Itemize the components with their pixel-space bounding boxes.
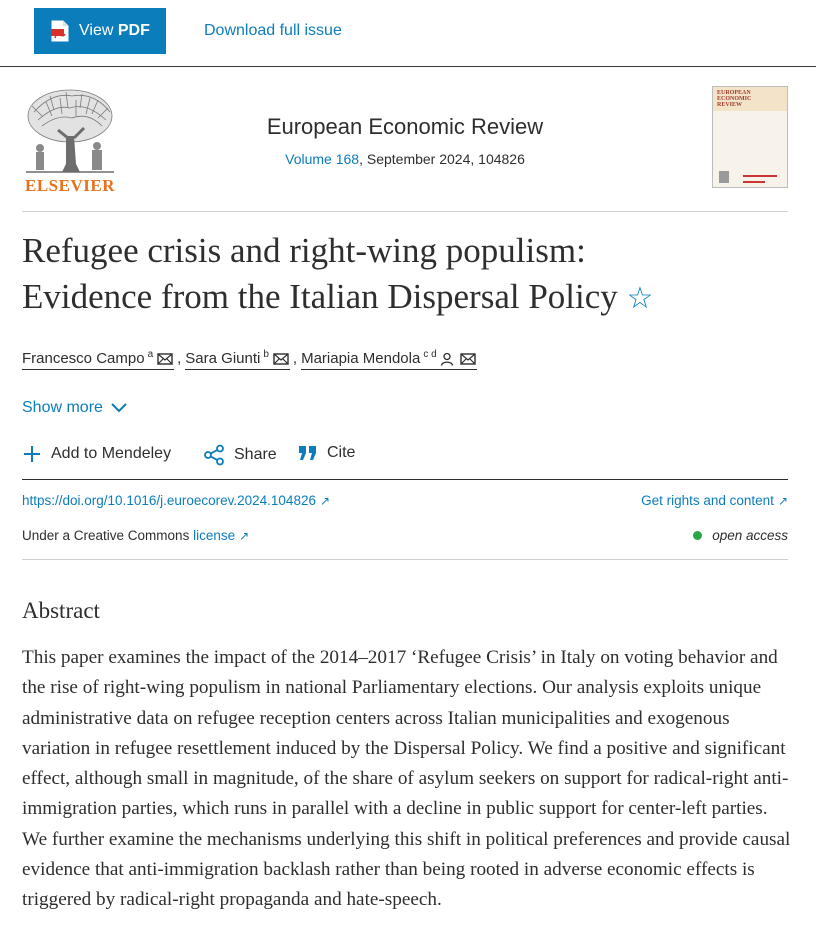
- author-name: Francesco Campo: [22, 350, 145, 367]
- external-link-icon: ↗: [319, 494, 331, 508]
- journal-name[interactable]: European Economic Review: [266, 114, 544, 139]
- abstract-heading: Abstract: [22, 598, 100, 623]
- envelope-icon[interactable]: [460, 353, 476, 365]
- author-affiliation: a: [147, 349, 154, 360]
- journal-cover-thumbnail[interactable]: [712, 86, 788, 188]
- view-pdf-label: View PDF: [79, 22, 150, 39]
- chevron-down-icon: [111, 403, 127, 413]
- author-3[interactable]: [301, 350, 477, 370]
- open-access-badge: open access: [693, 528, 788, 543]
- view-pdf-button[interactable]: [34, 8, 166, 54]
- cover-tree-icon: [713, 111, 787, 187]
- external-link-icon: ↗: [239, 529, 250, 543]
- article-actions-bar: [22, 442, 788, 480]
- top-toolbar: [0, 0, 816, 67]
- doi-link[interactable]: https://doi.org/10.1016/j.euroecorev.2024.104826 ↗: [22, 493, 331, 508]
- license-info: Under a Creative Commons license ↗: [22, 528, 250, 543]
- share-label: Share: [234, 446, 277, 463]
- show-more-button[interactable]: [22, 399, 127, 417]
- add-to-mendeley-label: Add to Mendeley: [51, 445, 172, 462]
- envelope-icon[interactable]: [273, 353, 289, 365]
- plus-icon: [22, 444, 42, 464]
- share-button[interactable]: [203, 444, 277, 466]
- pdf-file-icon: [51, 20, 69, 42]
- license-link[interactable]: license ↗: [193, 528, 250, 543]
- get-rights-link[interactable]: Get rights and content ↗: [641, 493, 788, 508]
- show-more-label: Show more: [22, 399, 103, 416]
- section-divider: [22, 559, 788, 560]
- article-title: [22, 228, 802, 322]
- journal-masthead: [22, 82, 788, 212]
- download-full-issue-link[interactable]: Download full issue: [204, 22, 342, 39]
- cover-title: EUROPEAN ECONOMIC REVIEW: [717, 90, 752, 108]
- journal-issue-info: [22, 151, 788, 167]
- share-icon: [203, 444, 225, 466]
- author-1[interactable]: [22, 350, 174, 370]
- external-link-icon: ↗: [777, 494, 788, 508]
- author-affiliation: c d: [423, 349, 437, 360]
- author-name: Sara Giunti: [185, 350, 261, 367]
- elsevier-logo-text: ELSEVIER: [25, 176, 115, 195]
- author-name: Mariapia Mendola: [301, 350, 421, 367]
- author-2[interactable]: [185, 350, 290, 370]
- author-separator: ,: [177, 350, 182, 367]
- add-to-mendeley-button[interactable]: [22, 444, 171, 464]
- abstract-body: This paper examines the impact of the 2014–2017 ‘Refugee Crisis’ in Italy on voting behavior and the rise of right-wing populism in national Parliamentary elections. Our analysis exploits unique administrative data on refugee reception centers across Italian municipalities and exogenous variation in refugee resettlement induced by the Dispersal Policy. We find a positive and significant effect, although small in magnitude, of the share of asylum seekers on support for radical-right anti-immigration parties, which runs in parallel with a decline in public support for center-left parties. We further examine the mechanisms underlying this shift in political preferences and provide causal evidence that anti-immigration backlash rather than being rooted in adverse economic effects is triggered by radical-right propaganda and hate-speech.: [22, 647, 791, 911]
- issue-date: , September 2024, 104826: [359, 151, 525, 167]
- article-title-line-2: Evidence from the Italian Dispersal Policy ☆: [22, 277, 654, 316]
- cite-label: Cite: [327, 444, 356, 461]
- star-icon[interactable]: ☆: [626, 282, 654, 315]
- volume-link[interactable]: Volume 168: [285, 151, 360, 167]
- quote-icon: [298, 444, 318, 462]
- envelope-icon[interactable]: [157, 353, 173, 365]
- cite-button[interactable]: [298, 444, 355, 462]
- open-access-dot-icon: [693, 531, 702, 540]
- person-icon: [440, 352, 454, 366]
- author-list: [22, 350, 477, 376]
- article-title-line-1: Refugee crisis and right-wing populism:: [22, 231, 586, 270]
- author-separator: ,: [292, 350, 298, 367]
- author-affiliation: b: [263, 349, 269, 360]
